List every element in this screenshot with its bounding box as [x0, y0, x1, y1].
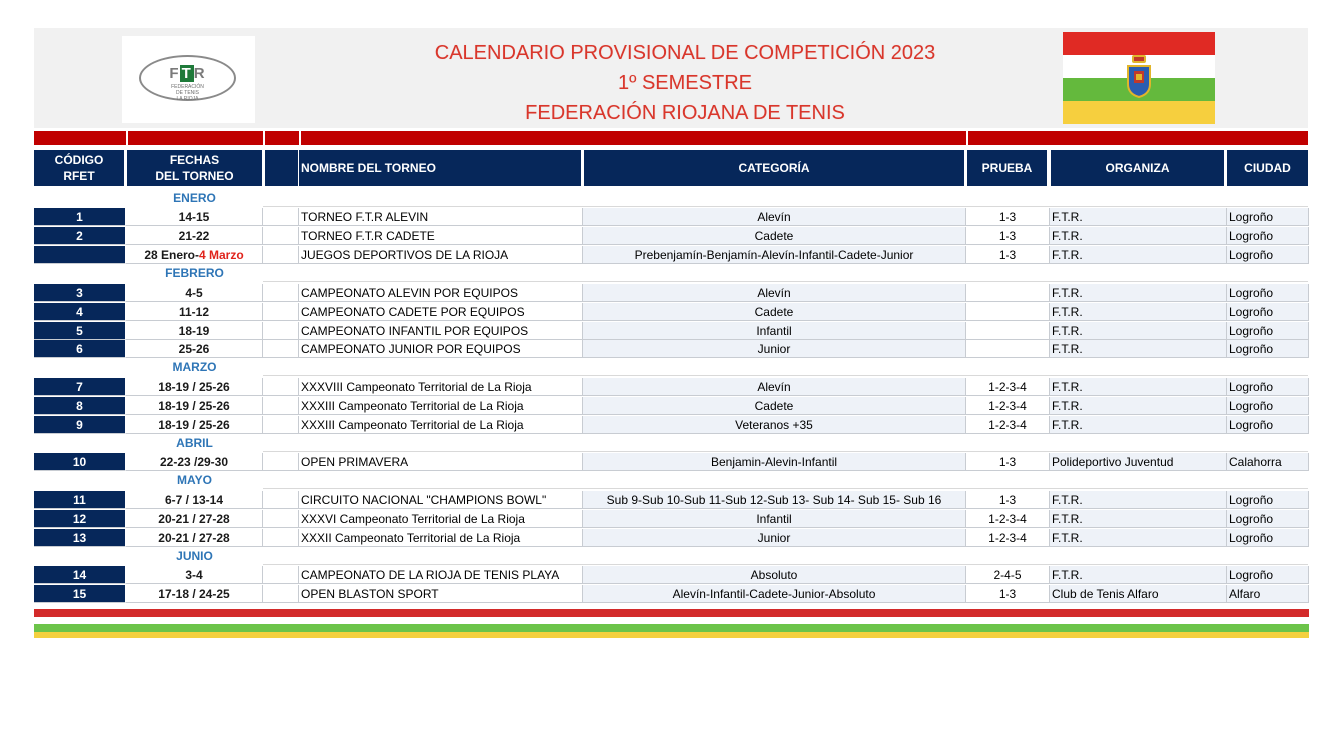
row-organiza: F.T.R. [1050, 378, 1227, 396]
row-blank [263, 208, 299, 226]
table-row [34, 529, 1309, 547]
row-category: Prebenjamín-Benjamín-Alevín-Infantil-Cadete-Junior [583, 246, 966, 264]
row-date: 18-19 [126, 322, 263, 340]
row-category: Cadete [583, 227, 966, 245]
row-name: CAMPEONATO DE LA RIOJA DE TENIS PLAYA [299, 566, 583, 584]
month-label-enero: ENERO [173, 191, 216, 205]
row-organiza: F.T.R. [1050, 284, 1227, 302]
table-row [34, 491, 1309, 509]
row-blank [263, 529, 299, 547]
row-category: Absoluto [583, 566, 966, 584]
row-ciudad: Logroño [1227, 397, 1309, 415]
row-date: 25-26 [126, 340, 263, 358]
row-date: 4-5 [126, 284, 263, 302]
row-date: 11-12 [126, 303, 263, 321]
row-code: 2 [34, 227, 126, 245]
row-code: 15 [34, 585, 126, 603]
table-row [34, 510, 1309, 528]
row-code: 8 [34, 397, 126, 415]
row-category: Benjamin-Alevin-Infantil [583, 453, 966, 471]
header-red-bar [34, 131, 1308, 145]
row-ciudad: Logroño [1227, 322, 1309, 340]
col-header-codigo: CÓDIGO RFET [34, 150, 124, 186]
divider [263, 451, 1308, 452]
row-code [34, 246, 126, 264]
row-code: 9 [34, 416, 126, 434]
row-organiza: F.T.R. [1050, 340, 1227, 358]
row-date: 20-21 / 27-28 [126, 510, 263, 528]
col-header-prueba: PRUEBA [967, 150, 1047, 186]
table-row [34, 284, 1309, 302]
row-name: CAMPEONATO CADETE POR EQUIPOS [299, 303, 583, 321]
logo-oval [139, 55, 236, 101]
row-category: Alevín-Infantil-Cadete-Junior-Absoluto [583, 585, 966, 603]
row-blank [263, 284, 299, 302]
table-row [34, 566, 1309, 584]
row-ciudad: Logroño [1227, 208, 1309, 226]
row-category: Sub 9-Sub 10-Sub 11-Sub 12-Sub 13- Sub 14- Sub 15- Sub 16 [583, 491, 966, 509]
row-blank [263, 303, 299, 321]
table-row [34, 453, 1309, 471]
page-title [380, 38, 990, 128]
row-name: XXXIII Campeonato Territorial de La Rioja [299, 416, 583, 434]
title-line-3: FEDERACIÓN RIOJANA DE TENIS [525, 102, 845, 124]
month-label-junio: JUNIO [176, 549, 213, 563]
row-date: 3-4 [126, 566, 263, 584]
table-row [34, 322, 1309, 340]
footer-red-stripe [34, 609, 1309, 617]
row-blank [263, 378, 299, 396]
col-header-organiza: ORGANIZA [1051, 150, 1224, 186]
row-name: XXXIII Campeonato Territorial de La Rioja [299, 397, 583, 415]
row-name: XXXVI Campeonato Territorial de La Rioja [299, 510, 583, 528]
row-name: CAMPEONATO ALEVIN POR EQUIPOS [299, 284, 583, 302]
col-header-nombre: NOMBRE DEL TORNEO [299, 150, 581, 186]
title-line-1: CALENDARIO PROVISIONAL DE COMPETICIÓN 2023 [434, 42, 936, 64]
row-organiza: F.T.R. [1050, 246, 1227, 264]
row-date: 6-7 / 13-14 [126, 491, 263, 509]
row-blank [263, 227, 299, 245]
col-header-fechas: FECHAS DEL TORNEO [127, 150, 262, 186]
row-category: Infantil [583, 510, 966, 528]
row-code: 13 [34, 529, 126, 547]
row-blank [263, 566, 299, 584]
logo-subtitle: FEDERACIÓN DE TENIS LA RIOJA [171, 84, 204, 102]
row-code: 6 [34, 340, 126, 358]
row-prueba: 1-2-3-4 [966, 397, 1050, 415]
row-category: Infantil [583, 322, 966, 340]
row-name: XXXII Campeonato Territorial de La Rioja [299, 529, 583, 547]
row-ciudad: Logroño [1227, 246, 1309, 264]
row-blank [263, 510, 299, 528]
col-header-ciudad: CIUDAD [1227, 150, 1308, 186]
divider [263, 564, 1308, 565]
row-blank [263, 416, 299, 434]
row-prueba: 1-3 [966, 491, 1050, 509]
row-prueba: 1-3 [966, 227, 1050, 245]
row-blank [263, 246, 299, 264]
la-rioja-flag [1063, 32, 1215, 124]
row-blank [263, 585, 299, 603]
row-organiza: F.T.R. [1050, 227, 1227, 245]
row-date: 20-21 / 27-28 [126, 529, 263, 547]
row-name: OPEN PRIMAVERA [299, 453, 583, 471]
row-organiza: F.T.R. [1050, 491, 1227, 509]
table-row [34, 303, 1309, 321]
row-code: 3 [34, 284, 126, 302]
row-organiza: F.T.R. [1050, 510, 1227, 528]
row-date: 21-22 [126, 227, 263, 245]
row-name: JUEGOS DEPORTIVOS DE LA RIOJA [299, 246, 583, 264]
month-label-marzo: MARZO [172, 360, 217, 374]
row-prueba [966, 340, 1050, 358]
row-ciudad: Logroño [1227, 510, 1309, 528]
row-date: 17-18 / 24-25 [126, 585, 263, 603]
row-ciudad: Logroño [1227, 529, 1309, 547]
row-name: CAMPEONATO INFANTIL POR EQUIPOS [299, 322, 583, 340]
row-ciudad: Alfaro [1227, 585, 1309, 603]
table-row [34, 378, 1309, 396]
row-prueba: 1-2-3-4 [966, 378, 1050, 396]
row-organiza: F.T.R. [1050, 303, 1227, 321]
row-code: 14 [34, 566, 126, 584]
row-category: Alevín [583, 378, 966, 396]
row-prueba: 1-2-3-4 [966, 529, 1050, 547]
row-category: Veteranos +35 [583, 416, 966, 434]
row-ciudad: Logroño [1227, 303, 1309, 321]
row-category: Cadete [583, 397, 966, 415]
row-prueba: 1-3 [966, 208, 1050, 226]
row-ciudad: Calahorra [1227, 453, 1309, 471]
row-prueba: 1-3 [966, 246, 1050, 264]
row-organiza: F.T.R. [1050, 322, 1227, 340]
divider [263, 281, 1308, 282]
row-prueba: 1-2-3-4 [966, 510, 1050, 528]
row-organiza: F.T.R. [1050, 416, 1227, 434]
table-row [34, 208, 1309, 226]
row-blank [263, 340, 299, 358]
row-prueba [966, 284, 1050, 302]
row-blank [263, 322, 299, 340]
table-row [34, 246, 1309, 264]
row-code: 7 [34, 378, 126, 396]
row-blank [263, 491, 299, 509]
month-label-febrero: FEBRERO [165, 266, 224, 280]
row-prueba: 2-4-5 [966, 566, 1050, 584]
row-date: 18-19 / 25-26 [126, 416, 263, 434]
row-code: 10 [34, 453, 126, 471]
row-category: Junior [583, 340, 966, 358]
row-prueba [966, 322, 1050, 340]
table-row [34, 227, 1309, 245]
row-code: 12 [34, 510, 126, 528]
row-name: XXXVIII Campeonato Territorial de La Rioja [299, 378, 583, 396]
row-ciudad: Logroño [1227, 566, 1309, 584]
row-prueba: 1-2-3-4 [966, 416, 1050, 434]
footer-green-stripe [34, 624, 1309, 632]
row-category: Alevín [583, 208, 966, 226]
col-header-categoria: CATEGORÍA [584, 150, 964, 186]
row-ciudad: Logroño [1227, 284, 1309, 302]
row-category: Junior [583, 529, 966, 547]
row-date: 18-19 / 25-26 [126, 397, 263, 415]
row-ciudad: Logroño [1227, 491, 1309, 509]
row-prueba: 1-3 [966, 585, 1050, 603]
row-ciudad: Logroño [1227, 416, 1309, 434]
row-organiza: Polideportivo Juventud [1050, 453, 1227, 471]
col-header-blank [265, 150, 298, 186]
table-row [34, 416, 1309, 434]
row-organiza: F.T.R. [1050, 529, 1227, 547]
month-label-abril: ABRIL [176, 436, 213, 450]
row-prueba: 1-3 [966, 453, 1050, 471]
table-row [34, 585, 1309, 603]
row-ciudad: Logroño [1227, 340, 1309, 358]
logo-letters: F T R [169, 65, 206, 82]
row-date: 28 Enero-4 Marzo [126, 246, 263, 264]
divider [263, 206, 1308, 207]
table-row [34, 340, 1309, 358]
row-name: TORNEO F.T.R ALEVIN [299, 208, 583, 226]
row-code: 4 [34, 303, 126, 321]
divider [263, 375, 1308, 376]
row-prueba [966, 303, 1050, 321]
ftr-logo [122, 36, 255, 123]
table-row [34, 397, 1309, 415]
row-blank [263, 397, 299, 415]
footer-yellow-stripe [34, 632, 1309, 638]
row-category: Cadete [583, 303, 966, 321]
row-organiza: F.T.R. [1050, 208, 1227, 226]
row-organiza: F.T.R. [1050, 566, 1227, 584]
row-ciudad: Logroño [1227, 227, 1309, 245]
row-code: 1 [34, 208, 126, 226]
row-date: 14-15 [126, 208, 263, 226]
row-code: 5 [34, 322, 126, 340]
row-organiza: Club de Tenis Alfaro [1050, 585, 1227, 603]
coat-of-arms-icon [1126, 54, 1152, 98]
row-name: CIRCUITO NACIONAL "CHAMPIONS BOWL" [299, 491, 583, 509]
row-code: 11 [34, 491, 126, 509]
month-label-mayo: MAYO [177, 473, 212, 487]
row-name: TORNEO F.T.R CADETE [299, 227, 583, 245]
row-date: 18-19 / 25-26 [126, 378, 263, 396]
row-name: CAMPEONATO JUNIOR POR EQUIPOS [299, 340, 583, 358]
title-line-2: 1º SEMESTRE [617, 72, 752, 94]
row-category: Alevín [583, 284, 966, 302]
divider [263, 488, 1308, 489]
row-ciudad: Logroño [1227, 378, 1309, 396]
row-organiza: F.T.R. [1050, 397, 1227, 415]
row-name: OPEN BLASTON SPORT [299, 585, 583, 603]
row-date: 22-23 /29-30 [126, 453, 263, 471]
row-blank [263, 453, 299, 471]
